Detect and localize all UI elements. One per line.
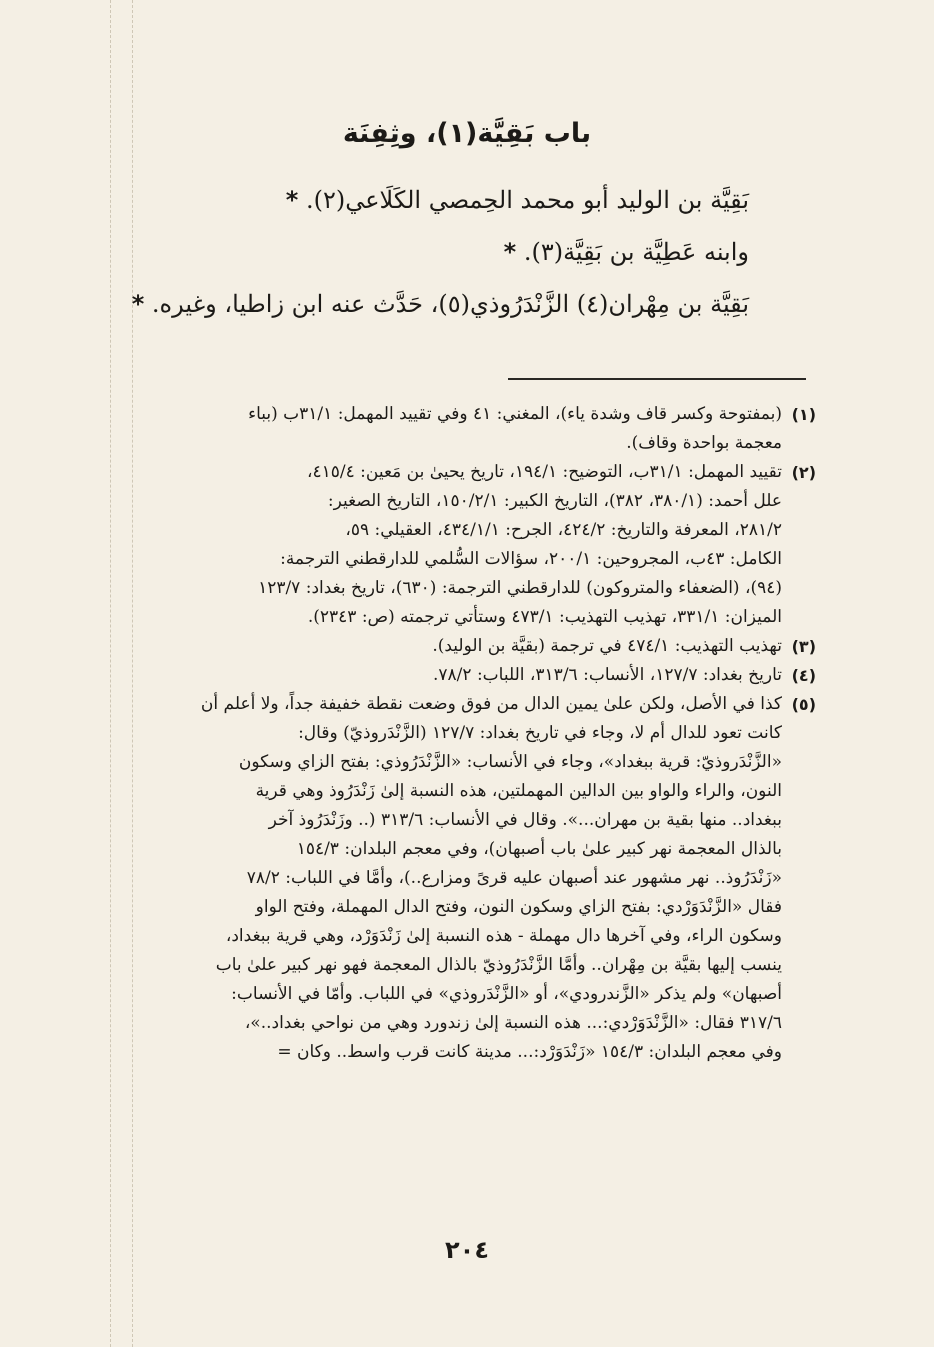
footnote-5	[116, 690, 816, 1067]
footnote-line: وسكون الراء، وفي آخرها دال مهملة - هذه النسبة إلىٰ زَنْدَوَرْد، وهي قرية ببغداد،	[225, 926, 782, 946]
entry-star: *	[503, 238, 517, 266]
footnote-4	[116, 661, 816, 690]
margin-guide-line	[110, 0, 111, 1347]
footnote-number: (٣)	[791, 637, 816, 656]
footnote-line: فقال «الزَّنْدَوَرْدي: بفتح الزاي وسكون النون، وفتح الدال المهملة، وفتح الواو	[255, 897, 782, 917]
footnote-number: (٢)	[791, 463, 816, 482]
footnote-line: بالذال المعجمة نهر كبير علىٰ باب أصبهان)، وفي معجم البلدان: ١٥٤/٣	[296, 839, 782, 859]
footnote-line: تقييد المهمل: ٣١/١ب، التوضيح: ١٩٤/١، تاريخ يحيىٰ بن مَعين: ٤١٥/٤،	[307, 462, 782, 482]
entry-baqiyya-ibn-mihran	[132, 290, 749, 318]
footnote-line: ينسب إليها بقيَّة بن مِهْران.. وأمَّا الزَّنْدَرُوذيّ بالذال المعجمة فهو نهر كبير علىٰ باب	[215, 955, 782, 975]
footnote-number: (٥)	[791, 695, 816, 714]
footnote-divider	[508, 378, 806, 380]
entry-star: *	[131, 290, 145, 318]
entry-text: بَقِيَّة بن الوليد أبو محمد الحِمصي الكَلَاعي(٢).	[305, 186, 749, 214]
footnote-line: النون، والراء والواو بين الدالين المهملتين، هذه النسبة إلىٰ زَنْدَرُوذ وهي قرية	[255, 781, 782, 801]
footnote-line: تاريخ بغداد: ١٢٧/٧، الأنساب: ٣١٣/٦، اللباب: ٧٨/٢.	[433, 665, 782, 685]
footnote-line: «زَنْدَرُوذ.. نهر مشهور عند أصبهان عليه قرىً ومزارع..)، وأمَّا في اللباب: ٧٨/٢	[246, 868, 782, 888]
entry-star: *	[285, 186, 299, 214]
entry-baqiyya-ibn-al-walid	[286, 186, 749, 214]
footnote-line: علل أحمد: (٣٨٠/١، ٣٨٢)، التاريخ الكبير: ١٥٠/٢/١، التاريخ الصغير:	[327, 491, 782, 511]
footnote-line: أصبهان» ولم يذكر «الزَّندرودي»، أو «الزَّنْدَروذي» في اللباب. وأمّا في الأنساب:	[231, 984, 782, 1004]
footnote-number: (٤)	[791, 666, 816, 685]
footnote-line: (بمفتوحة وكسر قاف وشدة ياء)، المغني: ٤١ وفي تقييد المهمل: ٣١/١ب (بباء	[248, 404, 782, 424]
footnote-line: ٢٨١/٢، المعرفة والتاريخ: ٤٢٤/٢، الجرح: ٤٣٤/١/١، العقيلي: ٥٩،	[345, 520, 782, 540]
footnote-line: كانت تعود للدال أم لا، وجاء في تاريخ بغداد: ١٢٧/٧ (الزَّنْدَروذيّ) وقال:	[298, 723, 782, 743]
footnote-line: معجمة بواحدة وقاف).	[626, 433, 782, 453]
footnotes	[116, 400, 816, 1067]
footnote-3	[116, 632, 816, 661]
footnote-line: الكامل: ٤٣ب، المجروحين: ٢٠٠/١، سؤالات السُّلمي للدارقطني الترجمة:	[280, 549, 782, 569]
footnote-1	[116, 400, 816, 458]
footnote-line: الميزان: ٣٣١/١، تهذيب التهذيب: ٤٧٣/١ وستأتي ترجمته (ص: ٢٣٤٣).	[307, 607, 782, 627]
page-number: ٢٠٤	[445, 1236, 489, 1264]
footnote-line: تهذيب التهذيب: ٤٧٤/١ في ترجمة (بقيَّة بن الوليد).	[432, 636, 782, 656]
footnote-line: ببغداد.. منها بقية بن مهران...». وقال في الأنساب: ٣١٣/٦ (.. وزَنْدَرُوذ آخر	[268, 810, 782, 830]
footnote-number: (١)	[791, 405, 816, 424]
entry-atiyya-ibn-baqiyya	[504, 238, 749, 266]
footnote-line: ٣١٧/٦ فقال: «الزَّنْدَوَرْدي:... هذه النسبة إلىٰ زندورد وهي من نواحي بغداد..»،	[244, 1013, 782, 1033]
footnote-2	[116, 458, 816, 632]
entry-text: بَقِيَّة بن مِهْران(٤) الزَّنْدَرُوذي(٥)، حَدَّث عنه ابن زاطيا، وغيره.	[151, 290, 749, 318]
footnote-line: كذا في الأصل، ولكن علىٰ يمين الدال من فوق وضعت نقطة خفيفة جداً، ولا أعلم أن	[200, 694, 782, 714]
footnote-line: (٩٤)، (الضعفاء والمتروكون) للدارقطني الترجمة: (٦٣٠)، تاريخ بغداد: ١٢٣/٧	[258, 578, 782, 598]
chapter-title: باب بَقِيَّة(١)، وثِفِنَة	[342, 118, 592, 149]
entry-text: وابنه عَطِيَّة بن بَقِيَّة(٣).	[523, 238, 749, 266]
footnote-line: «الزَّنْدَروذيّ: قرية ببغداد»، وجاء في الأنساب: «الزَّنْدَرُوذي: بفتح الزاي وسكون	[238, 752, 782, 772]
footnote-line: وفي معجم البلدان: ١٥٤/٣ «زَنْدَوَرْد:... مدينة كانت قرب واسط.. وكان =	[277, 1042, 782, 1062]
